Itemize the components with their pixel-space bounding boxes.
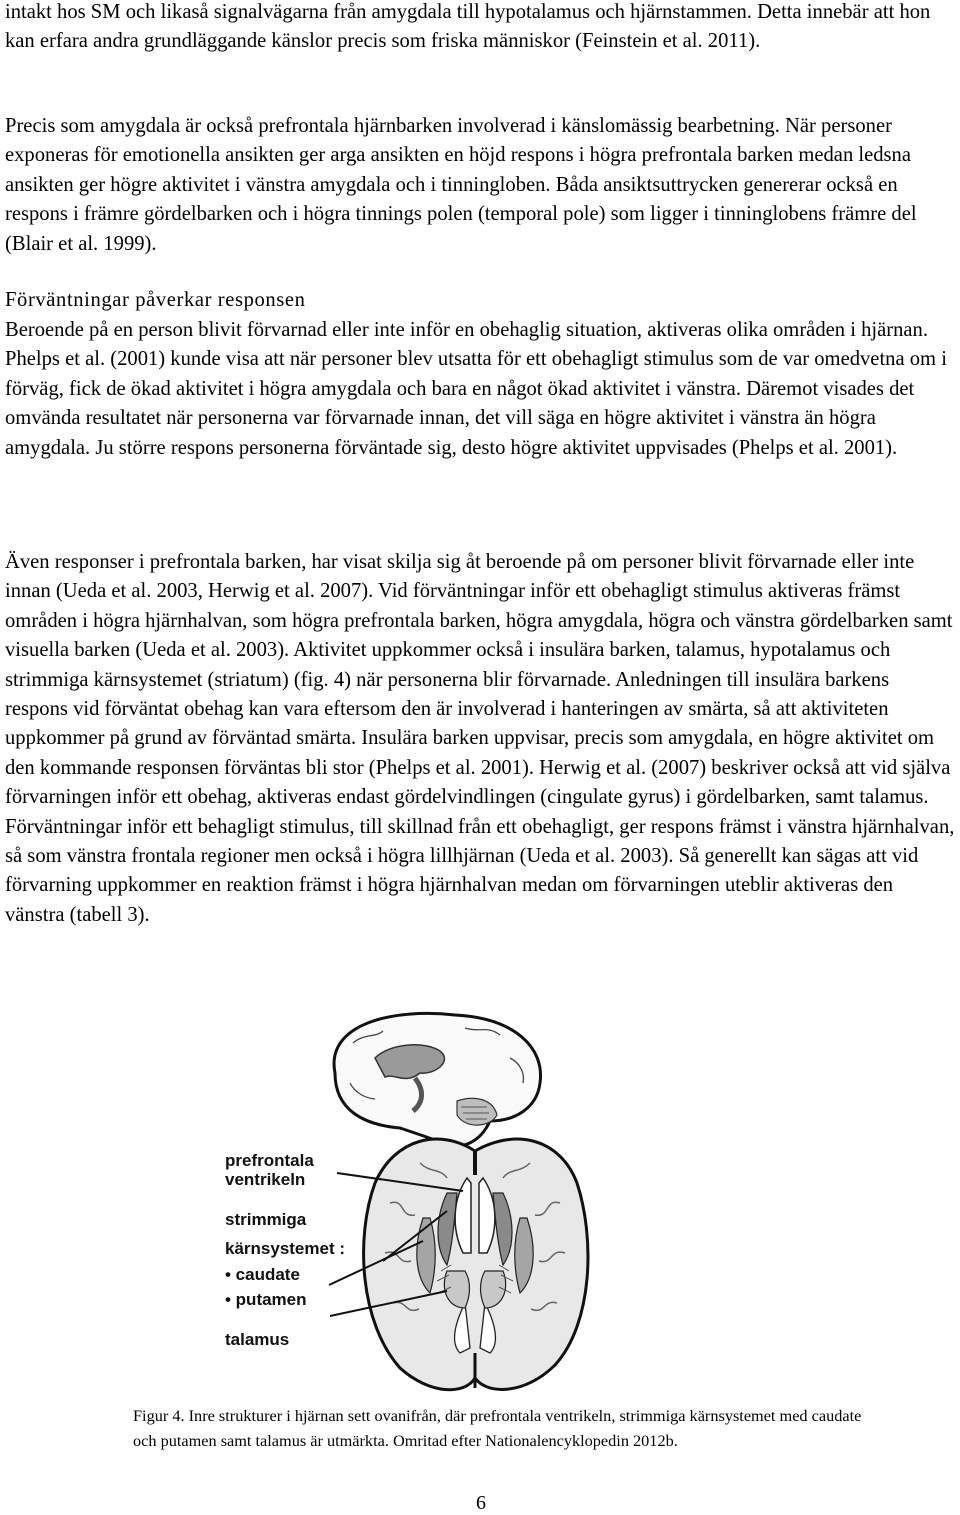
label-ventrikeln: ventrikeln xyxy=(225,1170,306,1189)
brain-illustration xyxy=(225,1003,730,1395)
figure-caption: Figur 4. Inre strukturer i hjärnan sett ovanifrån, där prefrontala ventrikeln, strimmiga kärnsystemet med caudate och putamen samt talamus är utmärkta. Omritad efter Nationalencyklopedin 2012b. xyxy=(133,1406,862,1450)
section-heading: Förväntningar påverkar responsen xyxy=(5,289,306,311)
paragraph-2: Precis som amygdala är också prefrontala hjärnbarken involverad i känslomässig bearbetning. När personer exponeras för emotionella ansikten ger arga ansikten en höjd respons i högra prefrontala barken medan ledsna ansikten ger högre aktivitet i vänstra amygdala och i tinningloben. Båda ansiktsuttrycken genererar också en respons i främre gördelbarken och i högra tinnings polen (temporal pole) som ligger i tinninglobens främre del (Blair et al. 1999). xyxy=(5,115,917,255)
paragraph-1: intakt hos SM och likaså signalvägarna från amygdala till hypotalamus och hjärnstammen. Detta innebär att hon kan erfara andra grundläggande känslor precis som friska människor (Feinstein et al. 2011). xyxy=(5,1,931,53)
label-karnsystemet: kärnsystemet : xyxy=(225,1239,346,1258)
brain-figure xyxy=(225,1003,730,1395)
page-number: 6 xyxy=(476,1492,486,1514)
label-prefrontala: prefrontala xyxy=(225,1151,314,1170)
label-caudate: • caudate xyxy=(225,1265,300,1284)
paragraph-3: Beroende på en person blivit förvarnad eller inte inför en obehaglig situation, aktiveras olika områden i hjärnan. Phelps et al. (2001) kunde visa att när personer blev utsatta för ett obehagligt stimulus som de var omedvetna om i förväg, fick de ökad aktivitet i högra amygdala och bara en något ökad aktivitet i vänstra. Däremot visades det omvända resultatet när personerna var förvarnade innan, det vill säga en högre aktivitet i vänstra än högra amygdala. Ju större respons personerna förväntade sig, desto högre aktivitet uppvisades (Phelps et al. 2001). xyxy=(5,319,947,459)
label-talamus: talamus xyxy=(225,1330,290,1349)
paragraph-4: Även responser i prefrontala barken, har visat skilja sig åt beroende på om personer blivit förvarnade eller inte innan (Ueda et al. 2003, Herwig et al. 2007). Vid förväntningar inför ett obehagligt stimulus aktiveras främst områden i högra hjärnhalvan, som högra prefrontala barken, högra amygdala, högra och vänstra gördelbarken samt visuella barken (Ueda et al. 2003). Aktivitet uppkommer också i insulära barken, talamus, hypotalamus och strimmiga kärnsystemet (striatum) (fig. 4) när personerna blir förvarnade. Anledningen till insulära barkens respons vid förväntat obehag kan vara eftersom den är involverad i hanteringen av smärta, så att aktiviteten uppkommer på grund av förväntad smärta. Insulära barken uppvisar, precis som amygdala, en högre aktivitet om den kommande responsen förväntas bli stor (Phelps et al. 2001). Herwig et al. (2007) beskriver också att vid själva förvarningen inför ett obehag, aktiveras endast gördelvindlingen (cingulate gyrus) i gördelbarken, samt talamus. Förväntningar inför ett behagligt stimulus, till skillnad från ett obehagligt, ger respons främst i vänstra hjärnhalvan, så som vänstra frontala regioner men också i högra lillhjärnan (Ueda et al. 2003). Så generellt kan sägas att vid förvarning uppkommer en reaktion främst i högra hjärnhalvan medan om förvarningen uteblir aktiveras den vänstra (tabell 3). xyxy=(5,551,955,926)
label-putamen: • putamen xyxy=(225,1290,307,1309)
label-strimmiga: strimmiga xyxy=(225,1210,307,1229)
figure-labels xyxy=(225,1151,345,1349)
sagittal-brain-inset xyxy=(334,1013,540,1146)
axial-brain-section xyxy=(364,1139,588,1390)
